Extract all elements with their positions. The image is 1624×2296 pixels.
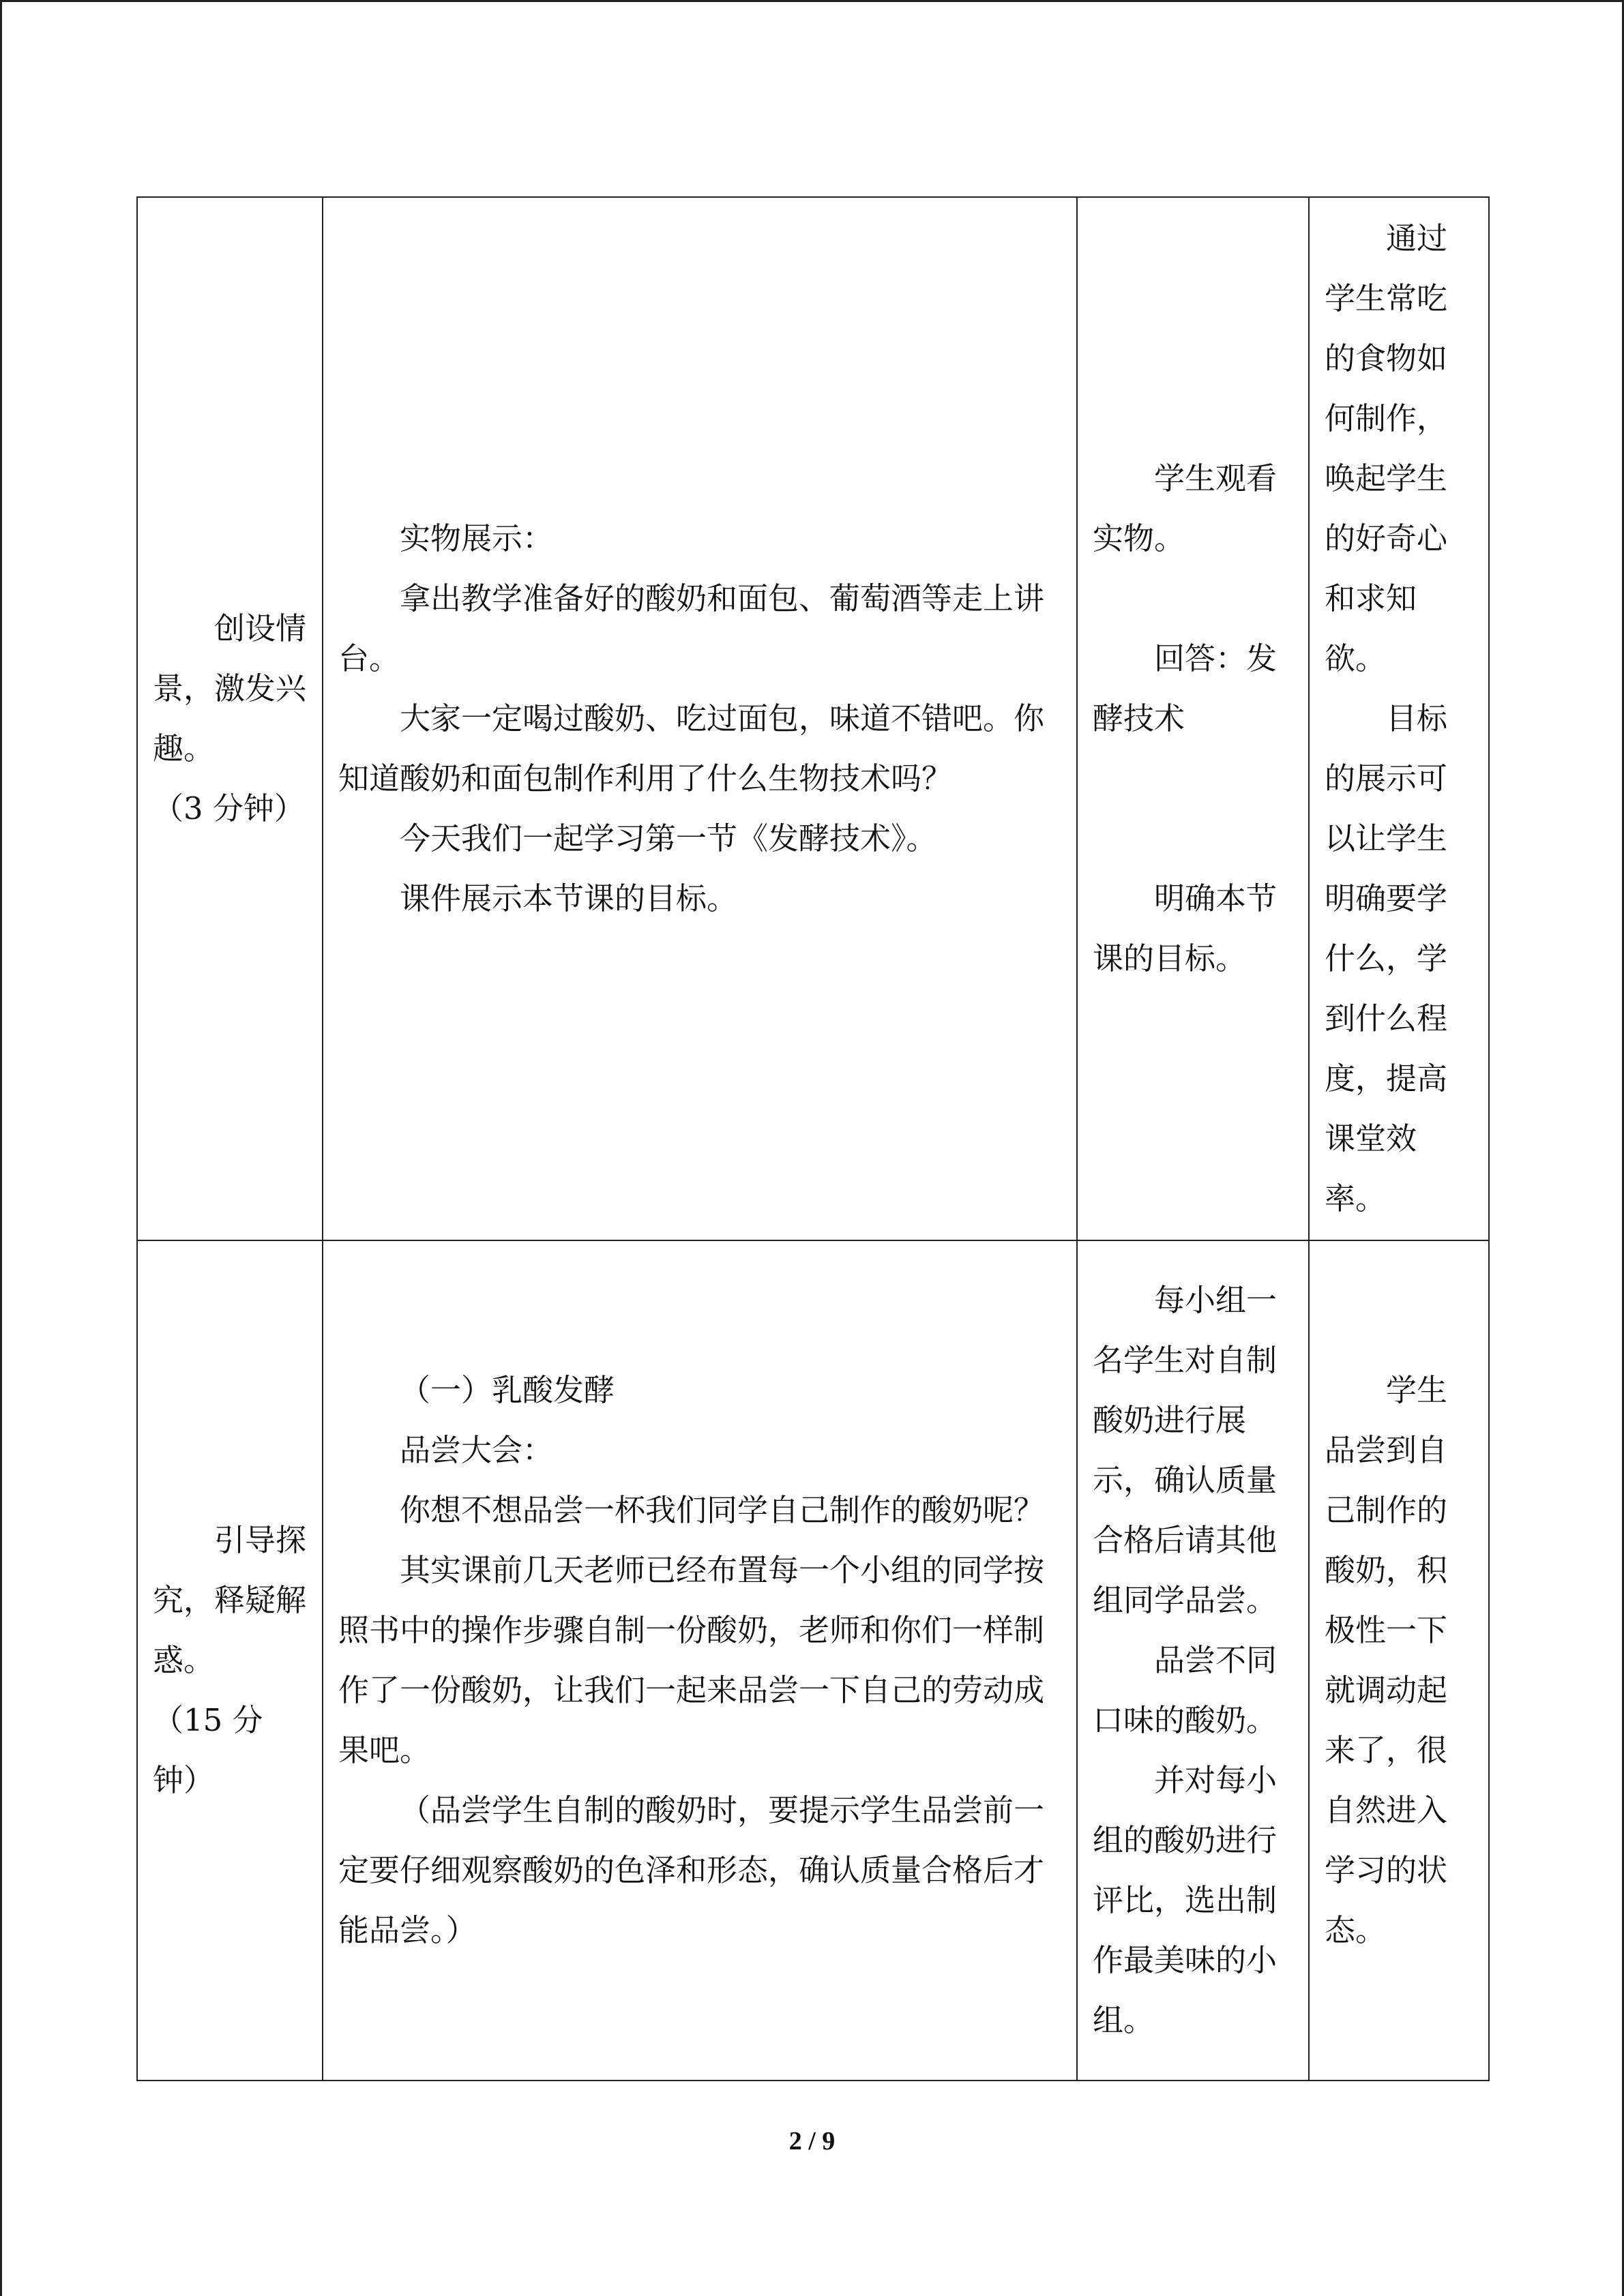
student-activity-cell [1077,1240,1309,2081]
stage-duration: （3 分钟） [153,790,305,826]
stage-text: 创设情景，激发兴趣。 [153,610,307,766]
table-row [137,1240,1489,2081]
intent-paragraph: 通过学生常吃的食物如何制作，唤起学生的好奇心和求知欲。 [1325,220,1448,676]
intent-paragraph: 目标的展示可以让学生明确要学什么，学到什么程度，提高课堂效率。 [1325,700,1448,1217]
lesson-plan-table [136,196,1490,2081]
teacher-paragraph: 今天我们一起学习第一节《发酵技术》。 [400,820,937,856]
design-intent-cell [1309,197,1489,1240]
teacher-paragraph: 课件展示本节课的目标。 [400,880,738,916]
stage-cell [137,1240,323,2081]
stage-text: 引导探究，释疑解惑。 [153,1522,307,1678]
teacher-paragraph: 实物展示： [400,520,554,556]
teacher-paragraph: 品尝大会： [400,1432,554,1468]
student-paragraph: 回答：发酵技术 [1093,640,1278,736]
table-row [137,197,1489,1240]
stage-duration: （15 分钟） [153,1702,263,1798]
teacher-paragraph: （一）乳酸发酵 [400,1372,615,1408]
student-paragraph: 学生观看实物。 [1093,460,1278,556]
teacher-paragraph: 拿出教学准备好的酸奶和面包、葡萄酒等走上讲台。 [338,580,1045,676]
teacher-activity-cell [323,197,1077,1240]
student-paragraph: 品尝不同口味的酸奶。 [1093,1642,1278,1738]
page-number: 2 / 9 [788,2127,836,2156]
student-activity-cell [1077,197,1309,1240]
stage-cell [137,197,323,1240]
student-paragraph: 明确本节课的目标。 [1093,880,1278,976]
design-intent-cell [1309,1240,1489,2081]
teacher-paragraph: 你想不想品尝一杯我们同学自己制作的酸奶呢？ [400,1492,1045,1528]
student-paragraph: 每小组一名学生对自制酸奶进行展示，确认质量合格后请其他组同学品尝。 [1093,1282,1278,1618]
teacher-paragraph: 其实课前几天老师已经布置每一个小组的同学按照书中的操作步骤自制一份酸奶，老师和你们一样制作了一份酸奶，让我们一起来品尝一下自己的劳动成果吧。 [338,1552,1045,1768]
teacher-paragraph: 大家一定喝过酸奶、吃过面包，味道不错吧。你知道酸奶和面包制作利用了什么生物技术吗？ [338,700,1045,796]
teacher-activity-cell [323,1240,1077,2081]
intent-paragraph: 学生品尝到自己制作的酸奶，积极性一下就调动起来了，很自然进入学习的状态。 [1325,1372,1448,1948]
teacher-paragraph: （品尝学生自制的酸奶时，要提示学生品尝前一定要仔细观察酸奶的色泽和形态，确认质量合格后才能品尝。） [338,1792,1045,1948]
student-paragraph: 并对每小组的酸奶进行评比，选出制作最美味的小组。 [1093,1762,1278,2038]
